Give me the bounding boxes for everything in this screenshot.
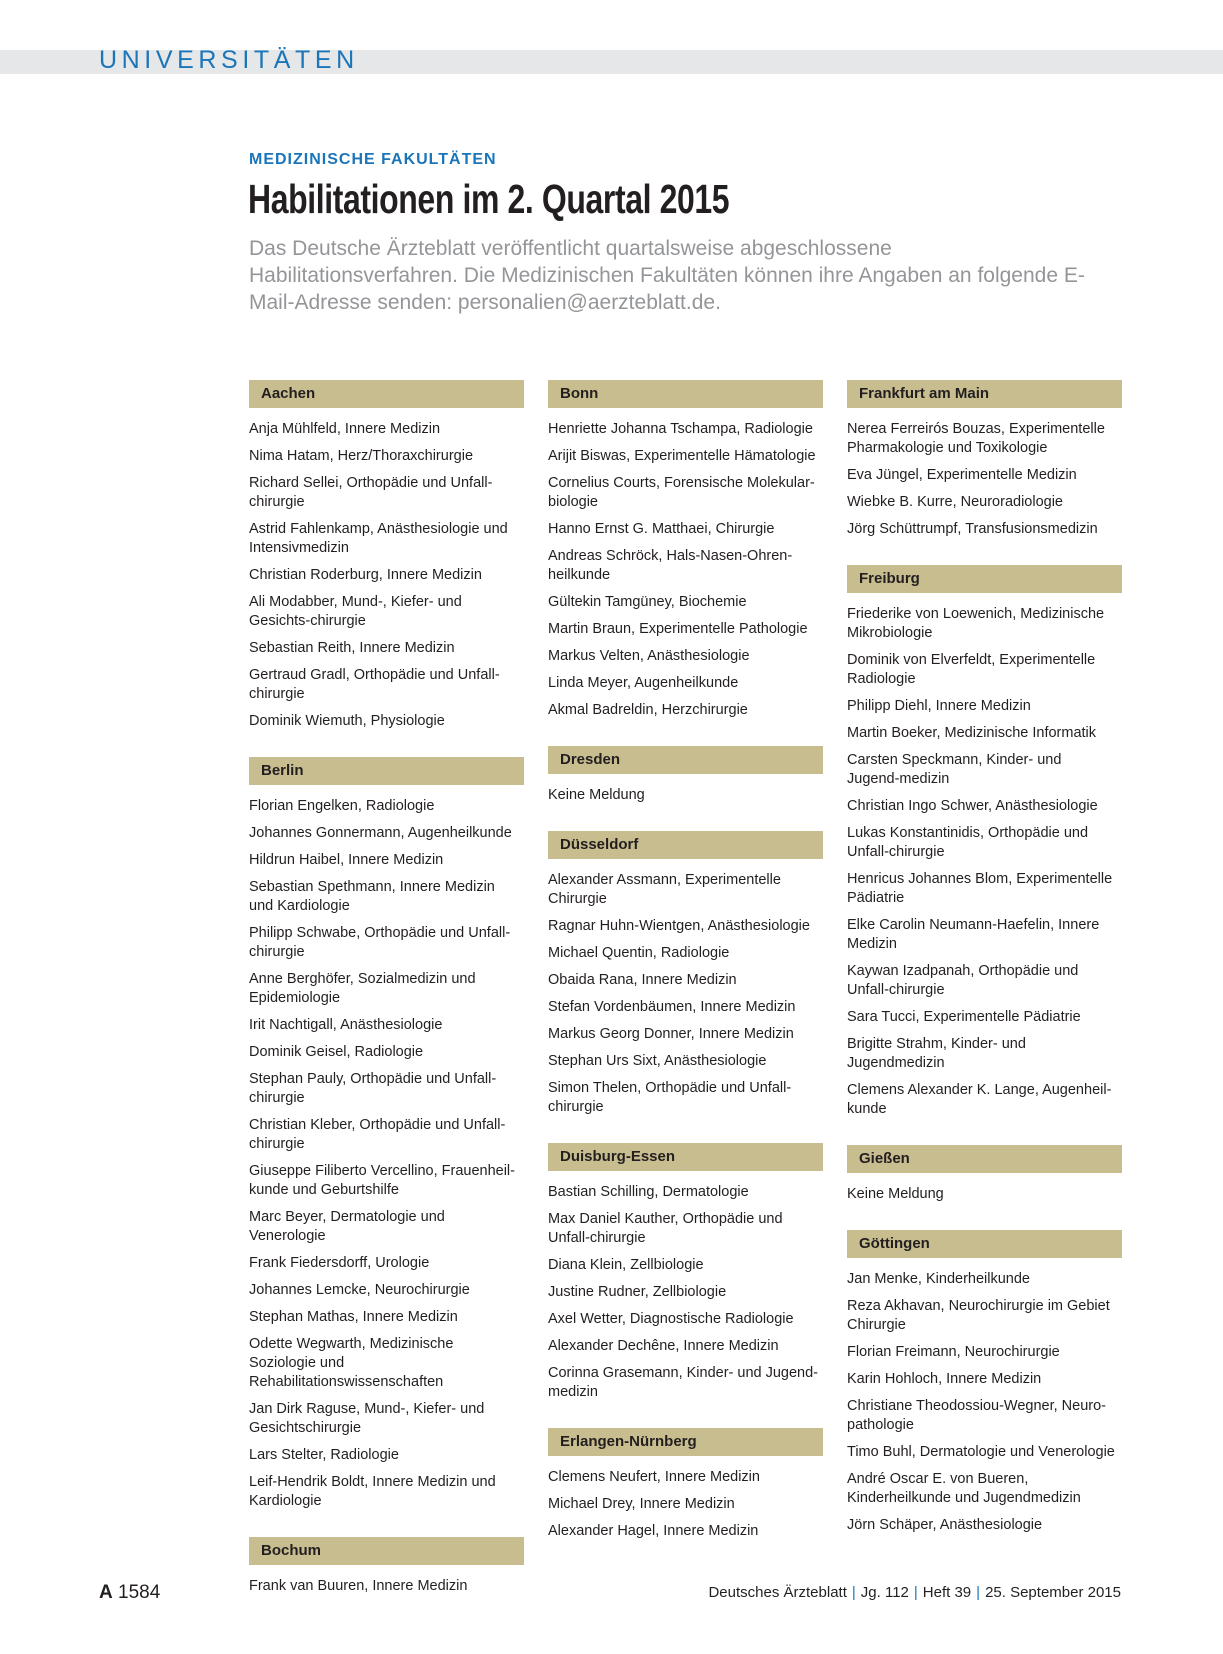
city-heading: Aachen [249,380,524,408]
city-group [548,746,823,805]
habilitation-entry: Philipp Diehl, Innere Medizin [847,698,1031,714]
city-group [548,1428,823,1541]
habilitation-entry: Florian Freimann, Neurochirurgie [847,1344,1060,1360]
city-heading: Freiburg [847,565,1122,593]
habilitation-entry: Sebastian Reith, Innere Medizin [249,640,455,656]
habilitation-entry: Timo Buhl, Dermatologie und Venerologie [847,1444,1115,1460]
habilitation-entry: Jan Menke, Kinderheilkunde [847,1271,1030,1287]
city-group [847,380,1122,539]
habilitation-entry: Christian Kleber, Orthopädie und Unfall-chirurgie [249,1117,506,1152]
city-group [249,1537,524,1596]
habilitation-entry: Akmal Badreldin, Herzchirurgie [548,702,748,718]
city-group [847,1230,1122,1535]
city-heading: Frankfurt am Main [847,380,1122,408]
habilitation-entry: Stephan Mathas, Innere Medizin [249,1309,458,1325]
column-1 [249,380,524,1622]
habilitation-entry: Henriette Johanna Tschampa, Radiologie [548,421,813,437]
city-group [847,1145,1122,1204]
habilitation-entry: Markus Georg Donner, Innere Medizin [548,1026,794,1042]
habilitation-entry: Irit Nachtigall, Anästhesiologie [249,1017,443,1033]
column-3 [847,380,1122,1561]
habilitation-entry: Brigitte Strahm, Kinder- und Jugendmedizin [847,1036,1026,1071]
habilitation-entry: Stefan Vordenbäumen, Innere Medizin [548,999,796,1015]
journal-name: Deutsches Ärzteblatt [708,1584,847,1601]
habilitation-entry: Friederike von Loewenich, Medizinische Mikrobiologie [847,606,1105,641]
city-group [249,380,524,731]
habilitation-entry: Leif-Hendrik Boldt, Innere Medizin und Kardiologie [249,1474,496,1509]
habilitation-entry: Obaida Rana, Innere Medizin [548,972,737,988]
habilitation-entry: Gültekin Tamgüney, Biochemie [548,594,747,610]
footer-citation [708,1584,1121,1601]
habilitation-entry: Astrid Fahlenkamp, Anästhesiologie und Intensivmedizin [249,521,508,556]
habilitation-entry: Nima Hatam, Herz/Thoraxchirurgie [249,448,474,464]
habilitation-entry: Ragnar Huhn-Wientgen, Anästhesiologie [548,918,810,934]
habilitation-entry: Michael Drey, Innere Medizin [548,1496,735,1512]
habilitation-entry: Michael Quentin, Radiologie [548,945,730,961]
habilitation-entry: Andreas Schröck, Hals-Nasen-Ohren-heilkunde [548,548,793,583]
habilitation-entry: Corinna Grasemann, Kinder- und Jugend-medizin [548,1365,819,1400]
habilitation-entry: Hanno Ernst G. Matthaei, Chirurgie [548,521,775,537]
habilitation-entry: Sebastian Spethmann, Innere Medizin und Kardiologie [249,879,495,914]
habilitation-entry: Johannes Gonnermann, Augenheilkunde [249,825,512,841]
habilitation-entry: Markus Velten, Anästhesiologie [548,648,750,664]
separator: | [976,1584,981,1601]
habilitation-entry: Gertraud Gradl, Orthopädie und Unfall-chirurgie [249,667,500,702]
city-heading: Berlin [249,757,524,785]
habilitation-entry: Frank van Buuren, Innere Medizin [249,1578,468,1594]
city-group [548,1143,823,1402]
city-heading: Gießen [847,1145,1122,1173]
habilitation-entry: Diana Klein, Zellbiologie [548,1257,704,1273]
habilitation-entry: Reza Akhavan, Neurochirurgie im Gebiet Chirurgie [847,1298,1110,1333]
city-heading: Göttingen [847,1230,1122,1258]
article-intro: Das Deutsche Ärzteblatt veröffentlicht quartalsweise abgeschlossene Habilitationsverfahren. Die Medizinischen Fakultäten können ihre Angaben an folgende E-Mail-Adresse senden: personalien@aerzteblatt.de. [249,237,1085,314]
city-heading: Bochum [249,1537,524,1565]
page-number [99,1582,160,1604]
section-label: UNIVERSITÄTEN [99,46,359,74]
habilitation-entry: Keine Meldung [548,787,645,803]
habilitation-entry: Christian Roderburg, Innere Medizin [249,567,482,583]
habilitation-entry: André Oscar E. von Bueren, Kinderheilkunde und Jugendmedizin [847,1471,1081,1506]
separator: | [913,1584,918,1601]
habilitation-entry: Alexander Dechêne, Innere Medizin [548,1338,779,1354]
city-group [548,380,823,720]
habilitation-entry: Karin Hohloch, Innere Medizin [847,1371,1042,1387]
habilitation-entry: Frank Fiedersdorff, Urologie [249,1255,430,1271]
city-heading: Düsseldorf [548,831,823,859]
habilitation-entry: Cornelius Courts, Forensische Molekular-biologie [548,475,815,510]
habilitation-entry: Odette Wegwarth, Medizinische Soziologie und Rehabilitationswissenschaften [249,1336,454,1390]
habilitation-entry: Alexander Assmann, Experimentelle Chirurgie [548,872,781,907]
habilitation-entry: Stephan Pauly, Orthopädie und Unfall-chirurgie [249,1071,497,1106]
habilitation-entry: Lars Stelter, Radiologie [249,1447,399,1463]
habilitation-entry: Dominik Wiemuth, Physiologie [249,713,445,729]
habilitation-entry: Alexander Hagel, Innere Medizin [548,1523,759,1539]
habilitation-entry: Anne Berghöfer, Sozialmedizin und Epidemiologie [249,971,476,1006]
habilitation-entry: Dominik von Elverfeldt, Experimentelle Radiologie [847,652,1096,687]
habilitation-entry: Henricus Johannes Blom, Experimentelle Pädiatrie [847,871,1113,906]
habilitation-entry: Kaywan Izadpanah, Orthopädie und Unfall-chirurgie [847,963,1079,998]
city-heading: Erlangen-Nürnberg [548,1428,823,1456]
habilitation-entry: Martin Boeker, Medizinische Informatik [847,725,1097,741]
habilitation-entry: Giuseppe Filiberto Vercellino, Frauenheil-kunde und Geburtshilfe [249,1163,515,1198]
city-heading: Duisburg-Essen [548,1143,823,1171]
journal-volume: Jg. 112 [860,1584,909,1601]
journal-date: 25. September 2015 [985,1584,1121,1601]
habilitation-entry: Carsten Speckmann, Kinder- und Jugend-medizin [847,752,1062,787]
habilitation-entry: Wiebke B. Kurre, Neuroradiologie [847,494,1063,510]
habilitation-entry: Justine Rudner, Zellbiologie [548,1284,727,1300]
column-2 [548,380,823,1567]
page-number-value: 1584 [118,1582,161,1603]
habilitation-entry: Hildrun Haibel, Innere Medizin [249,852,444,868]
habilitation-entry: Christiane Theodossiou-Wegner, Neuro-pathologie [847,1398,1106,1433]
separator: | [851,1584,856,1601]
habilitation-entry: Jörg Schüttrumpf, Transfusionsmedizin [847,521,1098,537]
habilitation-entry: Lukas Konstantinidis, Orthopädie und Unfall-chirurgie [847,825,1089,860]
habilitation-entry: Axel Wetter, Diagnostische Radiologie [548,1311,794,1327]
habilitation-entry: Simon Thelen, Orthopädie und Unfall-chirurgie [548,1080,792,1115]
habilitation-entry: Marc Beyer, Dermatologie und Venerologie [249,1209,445,1244]
habilitation-entry: Florian Engelken, Radiologie [249,798,435,814]
habilitation-entry: Keine Meldung [847,1186,944,1202]
habilitation-entry: Martin Braun, Experimentelle Pathologie [548,621,808,637]
habilitation-entry: Dominik Geisel, Radiologie [249,1044,424,1060]
habilitation-entry: Richard Sellei, Orthopädie und Unfall-chirurgie [249,475,493,510]
habilitation-entry: Johannes Lemcke, Neurochirurgie [249,1282,470,1298]
habilitation-entry: Christian Ingo Schwer, Anästhesiologie [847,798,1098,814]
city-heading: Dresden [548,746,823,774]
habilitation-entry: Jan Dirk Raguse, Mund-, Kiefer- und Gesichtschirurgie [249,1401,485,1436]
habilitation-entry: Eva Jüngel, Experimentelle Medizin [847,467,1077,483]
habilitation-entry: Elke Carolin Neumann-Haefelin, Innere Medizin [847,917,1100,952]
journal-issue: Heft 39 [922,1584,972,1601]
habilitation-entry: Clemens Alexander K. Lange, Augenheil-kunde [847,1082,1112,1117]
habilitation-entry: Linda Meyer, Augenheilkunde [548,675,739,691]
habilitation-entry: Anja Mühlfeld, Innere Medizin [249,421,441,437]
habilitation-entry: Jörn Schäper, Anästhesiologie [847,1517,1043,1533]
habilitation-entry: Bastian Schilling, Dermatologie [548,1184,749,1200]
habilitation-entry: Ali Modabber, Mund-, Kiefer- und Gesichts-chirurgie [249,594,462,629]
city-group [847,565,1122,1119]
habilitation-entry: Max Daniel Kauther, Orthopädie und Unfall-chirurgie [548,1211,783,1246]
habilitation-entry: Philipp Schwabe, Orthopädie und Unfall-chirurgie [249,925,511,960]
article-kicker: MEDIZINISCHE FAKULTÄTEN [249,151,497,168]
article-title: Habilitationen im 2. Quartal 2015 [248,176,730,222]
page-prefix: A [99,1582,113,1603]
habilitation-entry: Stephan Urs Sixt, Anästhesiologie [548,1053,767,1069]
habilitation-entry: Arijit Biswas, Experimentelle Hämatologie [548,448,816,464]
habilitation-entry: Clemens Neufert, Innere Medizin [548,1469,760,1485]
city-heading: Bonn [548,380,823,408]
city-group [249,757,524,1511]
habilitation-entry: Nerea Ferreirós Bouzas, Experimentelle Pharmakologie und Toxikologie [847,421,1105,456]
city-group [548,831,823,1117]
habilitation-entry: Sara Tucci, Experimentelle Pädiatrie [847,1009,1081,1025]
